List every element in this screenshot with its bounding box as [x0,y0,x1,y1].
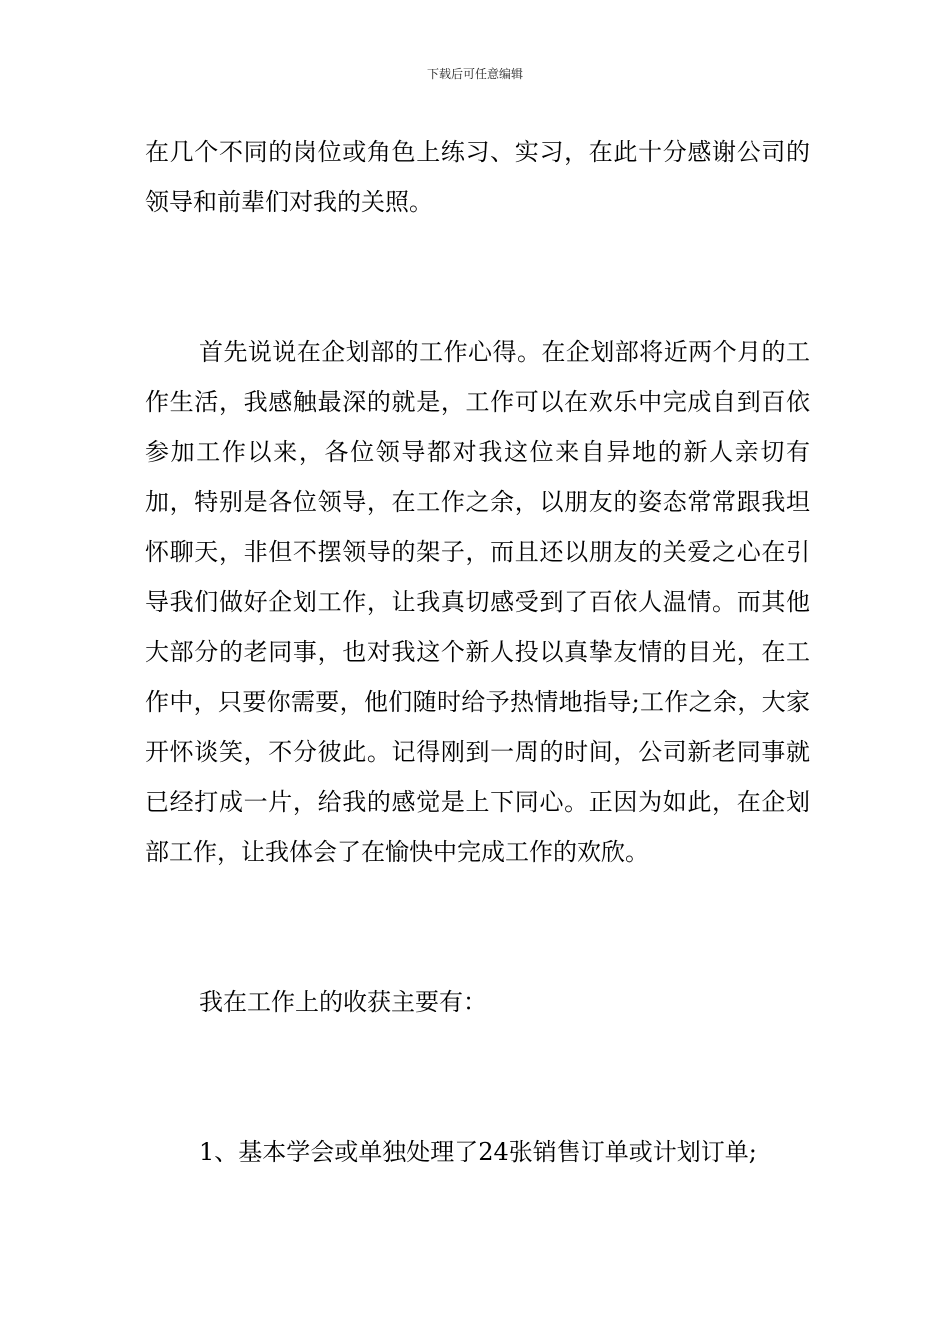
page-header-note: 下载后可任意编辑 [426,67,523,81]
paragraph-gains-heading: 我在工作上的收获主要有： [199,988,487,1016]
paragraph-continuation: 在几个不同的岗位或角色上练习、实习，在此十分感谢公司的领导和前辈们对我的关照。 [145,138,810,216]
paragraph-planning-department: 首先说说在企划部的工作心得。在企划部将近两个月的工作生活，我感触最深的就是，工作可以在欢乐中完成自到百依参加工作以来，各位领导都对我这位来自异地的新人亲切有加，特别是各位领导，在工作之余，以朋友的姿态常常跟我坦怀聊天，非但不摆领导的架子，而且还以朋友的关爱之心在引导我们做好企划工作，让我真切感受到了百依人温情。而其他大部分的老同事，也对我这个新人投以真挚友情的目光，在工作中，只要你需要，他们随时给予热情地指导;工作之余，大家开怀谈笑，不分彼此。记得刚到一周的时间，公司新老同事就已经打成一片，给我的感觉是上下同心。正因为如此，在企划部工作，让我体会了在愉快中完成工作的欢欣。 [145,338,810,866]
document-body [145,127,810,1177]
paragraph-list-item-1: 1、基本学会或单独处理了24张销售订单或计划订单; [199,1138,757,1166]
